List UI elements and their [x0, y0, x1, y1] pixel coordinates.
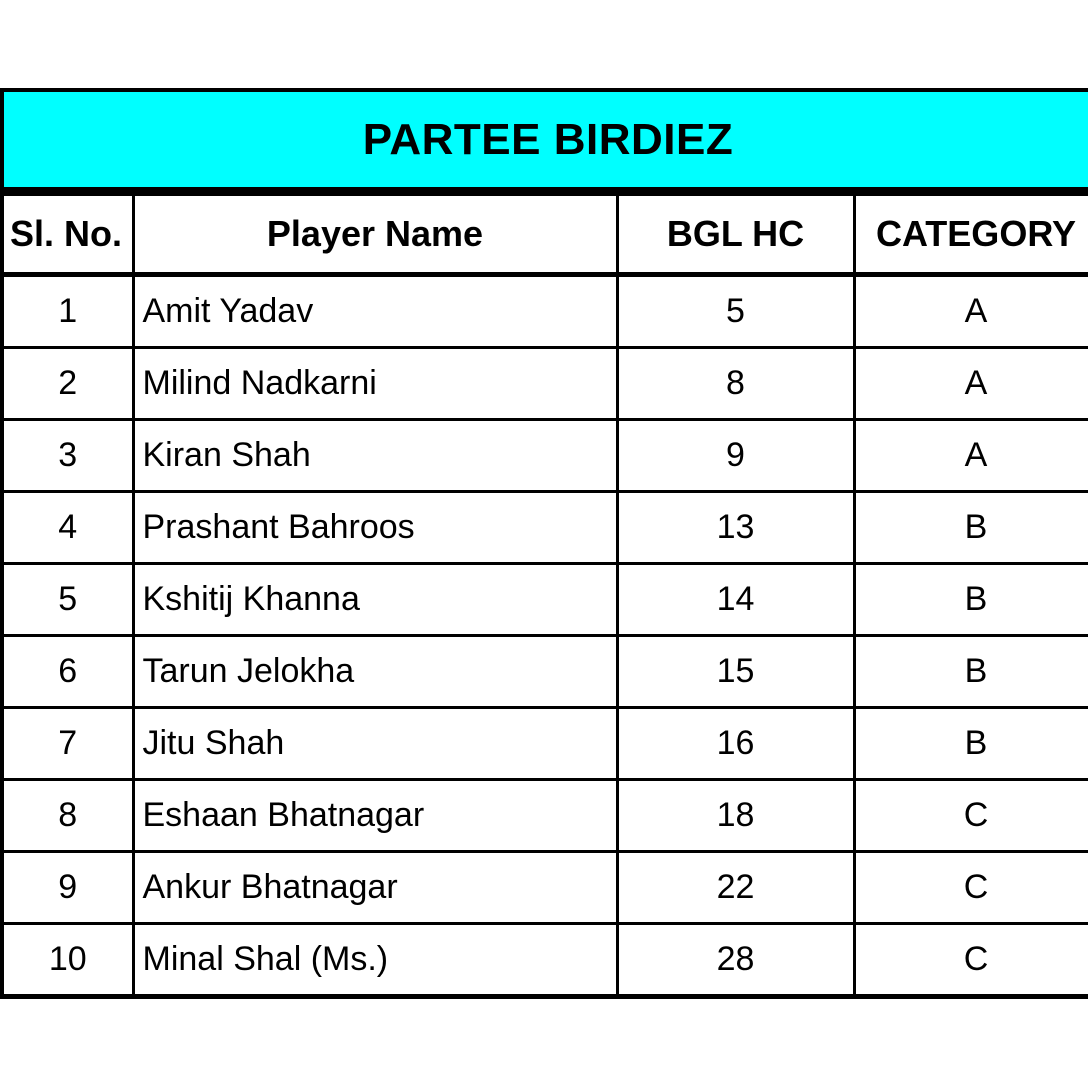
team-roster-sheet: [0, 88, 1088, 999]
sl-no-header: Sl. No.: [2, 195, 133, 275]
table-row: [2, 348, 1088, 420]
sl-no-cell: 6: [2, 636, 133, 708]
bgl-hc-cell: 8: [617, 348, 854, 420]
sl-no-cell: 10: [2, 924, 133, 997]
sl-no-cell: 3: [2, 420, 133, 492]
sl-no-cell: 1: [2, 275, 133, 348]
category-cell: A: [854, 275, 1088, 348]
category-cell: A: [854, 420, 1088, 492]
player-name-cell: Prashant Bahroos: [133, 492, 617, 564]
category-cell: B: [854, 492, 1088, 564]
player-rows: [2, 275, 1088, 997]
bgl-hc-cell: 9: [617, 420, 854, 492]
category-cell: B: [854, 564, 1088, 636]
player-name-cell: Tarun Jelokha: [133, 636, 617, 708]
table-row: [2, 420, 1088, 492]
table-row: [2, 492, 1088, 564]
table-row: [2, 636, 1088, 708]
bgl-hc-cell: 28: [617, 924, 854, 997]
table-row: [2, 780, 1088, 852]
sl-no-cell: 5: [2, 564, 133, 636]
bgl-hc-cell: 5: [617, 275, 854, 348]
table-header-row: [2, 195, 1088, 275]
sl-no-cell: 7: [2, 708, 133, 780]
bgl-hc-cell: 15: [617, 636, 854, 708]
player-name-cell: Minal Shal (Ms.): [133, 924, 617, 997]
sl-no-cell: 8: [2, 780, 133, 852]
category-cell: B: [854, 708, 1088, 780]
category-header: CATEGORY: [854, 195, 1088, 275]
bgl-hc-cell: 18: [617, 780, 854, 852]
bgl-hc-cell: 14: [617, 564, 854, 636]
player-name-cell: Ankur Bhatnagar: [133, 852, 617, 924]
category-cell: A: [854, 348, 1088, 420]
table-row: [2, 852, 1088, 924]
category-cell: C: [854, 852, 1088, 924]
player-table: [0, 193, 1088, 999]
team-title-banner: [0, 88, 1088, 193]
player-name-cell: Kshitij Khanna: [133, 564, 617, 636]
sl-no-cell: 9: [2, 852, 133, 924]
player-name-cell: Milind Nadkarni: [133, 348, 617, 420]
category-cell: C: [854, 780, 1088, 852]
player-name-cell: Kiran Shah: [133, 420, 617, 492]
table-row: [2, 564, 1088, 636]
player-name-cell: Jitu Shah: [133, 708, 617, 780]
bgl-hc-cell: 13: [617, 492, 854, 564]
table-row: [2, 708, 1088, 780]
category-cell: B: [854, 636, 1088, 708]
sl-no-cell: 4: [2, 492, 133, 564]
player-name-cell: Amit Yadav: [133, 275, 617, 348]
player-name-cell: Eshaan Bhatnagar: [133, 780, 617, 852]
player-name-header: Player Name: [133, 195, 617, 275]
bgl-hc-header: BGL HC: [617, 195, 854, 275]
table-row: [2, 924, 1088, 997]
bgl-hc-cell: 22: [617, 852, 854, 924]
bgl-hc-cell: 16: [617, 708, 854, 780]
sl-no-cell: 2: [2, 348, 133, 420]
category-cell: C: [854, 924, 1088, 997]
table-row: [2, 275, 1088, 348]
team-title: PARTEE BIRDIEZ: [362, 114, 734, 164]
